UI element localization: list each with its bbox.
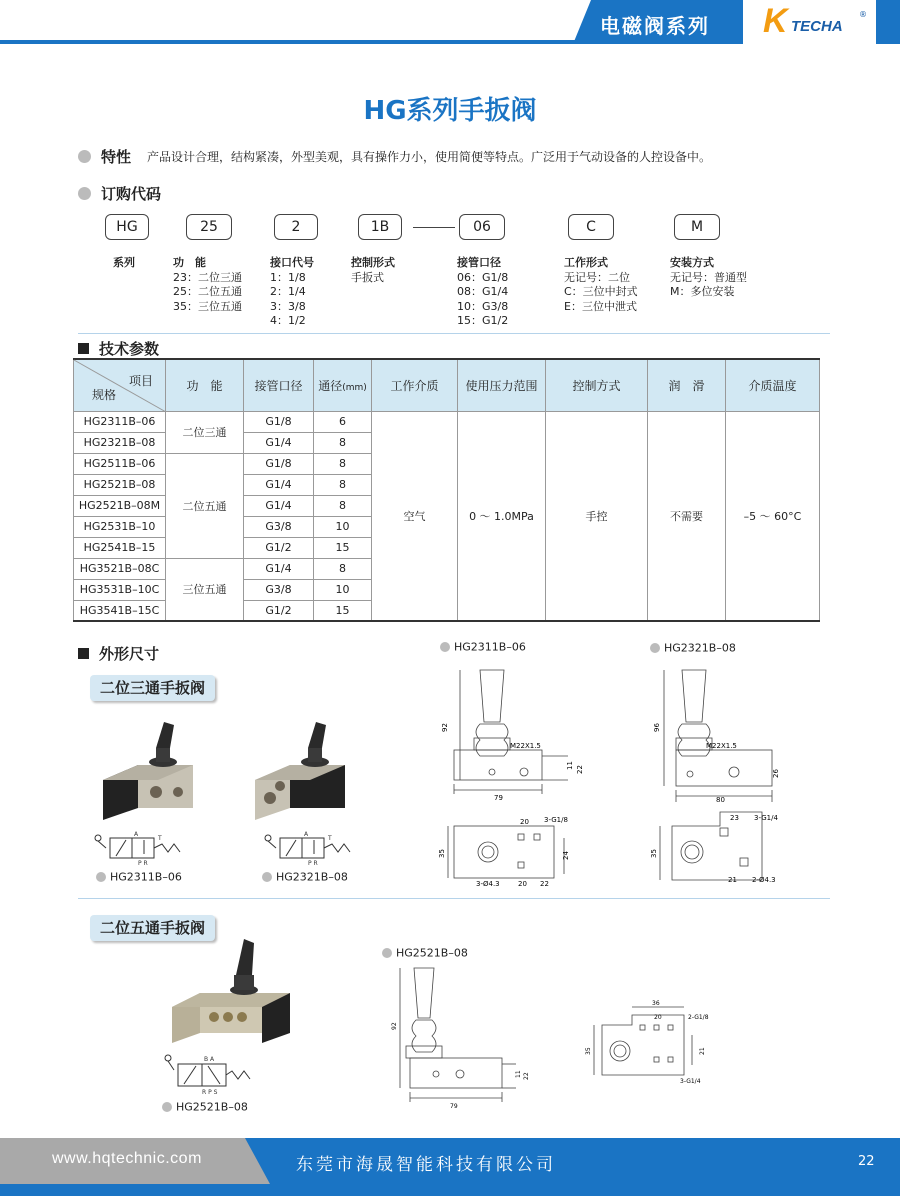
footer-company: 东莞市海晟智能科技有限公司 bbox=[296, 1155, 556, 1175]
svg-text:22: 22 bbox=[523, 1072, 530, 1080]
svg-text:20: 20 bbox=[654, 1014, 662, 1021]
code-desc-mount: 安装方式 无记号：普通型 M：多位安装 bbox=[670, 256, 747, 298]
drawing-2311 bbox=[440, 662, 600, 892]
page-title: HG系列手扳阀 bbox=[363, 96, 537, 126]
valve-photo-2521 bbox=[170, 935, 310, 1045]
bullet-icon bbox=[96, 872, 106, 882]
corner-top-label: 项目 bbox=[128, 374, 153, 388]
valve-symbol-3way-b bbox=[262, 828, 358, 866]
logo-registered: ® bbox=[859, 10, 867, 19]
svg-text:M22X1.5: M22X1.5 bbox=[706, 742, 737, 750]
section-divider bbox=[78, 898, 830, 899]
svg-text:3-G1/4: 3-G1/4 bbox=[754, 814, 778, 822]
svg-text:79: 79 bbox=[494, 794, 503, 802]
header-right-band bbox=[876, 0, 900, 44]
drawing-2521-side bbox=[380, 962, 540, 1112]
valve-symbol-3way-a bbox=[92, 828, 188, 866]
svg-text:22: 22 bbox=[576, 765, 584, 774]
code-box-control: 1B bbox=[358, 214, 402, 240]
caption-drawing-2321: HG2321B–08 bbox=[650, 641, 736, 655]
valve-symbol-5way bbox=[158, 1050, 258, 1096]
bullet-icon bbox=[78, 150, 91, 163]
svg-text:A: A bbox=[304, 831, 309, 838]
drawing-2321 bbox=[650, 662, 810, 892]
features-line bbox=[78, 146, 711, 167]
svg-text:21: 21 bbox=[728, 876, 737, 884]
table-row: HG2311B–06 二位三通 G1/8 6 空气 0 ～ 1.0MPa 手控 不需要 –5 ～ 60°C bbox=[74, 411, 820, 432]
svg-text:M22X1.5: M22X1.5 bbox=[510, 742, 541, 750]
code-desc-control: 控制形式 手扳式 bbox=[351, 256, 395, 284]
svg-text:26: 26 bbox=[772, 769, 780, 778]
svg-text:11: 11 bbox=[566, 761, 574, 770]
square-bullet-icon bbox=[78, 648, 89, 659]
col-pressure: 使用压力范围 bbox=[458, 359, 546, 411]
sub-heading-3way: 二位三通手扳阀 bbox=[90, 675, 215, 701]
col-medium: 工作介质 bbox=[372, 359, 458, 411]
page-number: 22 bbox=[858, 1154, 875, 1169]
function-cell: 三位五通 bbox=[166, 558, 244, 621]
svg-text:R P S: R P S bbox=[202, 1089, 218, 1096]
svg-text:96: 96 bbox=[653, 723, 661, 732]
caption-drawing-2521: HG2521B–08 bbox=[382, 946, 468, 960]
code-box-series: HG bbox=[105, 214, 149, 240]
square-bullet-icon bbox=[78, 343, 89, 354]
col-lubrication: 润 滑 bbox=[648, 359, 726, 411]
svg-text:P R: P R bbox=[308, 860, 318, 867]
function-cell: 二位三通 bbox=[166, 411, 244, 453]
bullet-icon bbox=[78, 187, 91, 200]
order-heading-row bbox=[78, 183, 161, 204]
bullet-icon bbox=[382, 948, 392, 958]
code-desc-series: 系列 bbox=[113, 256, 135, 269]
header-category: 电磁阀系列 bbox=[600, 14, 710, 38]
svg-text:3-G1/8: 3-G1/8 bbox=[544, 816, 568, 824]
svg-text:T: T bbox=[158, 835, 162, 842]
table-corner-cell bbox=[74, 359, 166, 411]
svg-text:3-Ø4.3: 3-Ø4.3 bbox=[476, 880, 500, 888]
dims-heading: 外形尺寸 bbox=[99, 645, 160, 663]
temperature-cell: –5 ～ 60°C bbox=[726, 411, 820, 621]
code-desc-work: 工作形式 无记号：二位 C：三位中封式 E：三位中泄式 bbox=[564, 256, 638, 313]
caption-photo-2521: HG2521B–08 bbox=[162, 1100, 248, 1114]
svg-text:92: 92 bbox=[441, 723, 449, 732]
caption-drawing-2311: HG2311B–06 bbox=[440, 640, 526, 654]
code-desc-size: 接管口径 06：G1/8 08：G1/4 10：G3/8 15：G1/2 bbox=[457, 256, 509, 327]
bullet-icon bbox=[650, 643, 660, 653]
svg-text:22: 22 bbox=[540, 880, 549, 888]
code-dash bbox=[413, 227, 455, 228]
sub-heading-5way: 二位五通手扳阀 bbox=[90, 915, 215, 941]
table-row: HG2511B–06 二位五通 G1/8 8 bbox=[74, 453, 820, 474]
svg-text:A: A bbox=[134, 831, 139, 838]
logo-k: K bbox=[763, 2, 788, 40]
svg-text:79: 79 bbox=[450, 1103, 458, 1110]
table-row: HG2541B–15 G1/2 15 bbox=[74, 537, 820, 558]
code-box-size: 06 bbox=[459, 214, 505, 240]
order-heading: 订购代码 bbox=[101, 185, 162, 203]
corner-bottom-label: 规格 bbox=[92, 387, 117, 402]
spec-heading: 技术参数 bbox=[99, 340, 160, 358]
col-temperature: 介质温度 bbox=[726, 359, 820, 411]
table-row: HG2521B–08M G1/4 8 bbox=[74, 495, 820, 516]
svg-text:B A: B A bbox=[204, 1056, 215, 1063]
svg-text:2-Ø4.3: 2-Ø4.3 bbox=[752, 876, 776, 884]
svg-text:11: 11 bbox=[515, 1070, 522, 1078]
pressure-cell: 0 ～ 1.0MPa bbox=[458, 411, 546, 621]
page-header bbox=[0, 0, 900, 48]
section-divider bbox=[78, 333, 830, 334]
function-cell: 二位五通 bbox=[166, 453, 244, 558]
footer-url[interactable]: www.hqtechnic.com bbox=[52, 1150, 202, 1167]
dims-heading-row bbox=[78, 643, 159, 664]
svg-text:92: 92 bbox=[391, 1022, 398, 1030]
spec-heading-row bbox=[78, 338, 159, 359]
logo-text: TECHA bbox=[791, 18, 843, 35]
valve-photo-2311 bbox=[98, 720, 208, 830]
table-row: HG2321B–08 G1/4 8 bbox=[74, 432, 820, 453]
svg-text:P R: P R bbox=[138, 860, 148, 867]
drawing-2521-top bbox=[580, 995, 740, 1095]
col-port-size: 接管口径 bbox=[244, 359, 314, 411]
svg-text:36: 36 bbox=[652, 1000, 660, 1007]
svg-text:21: 21 bbox=[699, 1047, 706, 1055]
control-cell: 手控 bbox=[546, 411, 648, 621]
caption-photo-2321: HG2321B–08 bbox=[262, 870, 348, 884]
lubrication-cell: 不需要 bbox=[648, 411, 726, 621]
valve-photo-2321 bbox=[250, 720, 360, 830]
code-box-mount: M bbox=[674, 214, 720, 240]
svg-text:35: 35 bbox=[585, 1047, 592, 1055]
table-row: HG2531B–10 G3/8 10 bbox=[74, 516, 820, 537]
code-box-port: 2 bbox=[274, 214, 318, 240]
page-footer bbox=[0, 1138, 900, 1196]
col-function: 功 能 bbox=[166, 359, 244, 411]
svg-text:24: 24 bbox=[562, 851, 570, 860]
table-row: HG3531B–10C G3/8 10 bbox=[74, 579, 820, 600]
features-heading: 特性 bbox=[101, 148, 132, 166]
svg-text:2-G1/8: 2-G1/8 bbox=[688, 1014, 709, 1021]
code-box-function: 25 bbox=[186, 214, 232, 240]
medium-cell: 空气 bbox=[372, 411, 458, 621]
bullet-icon bbox=[262, 872, 272, 882]
svg-text:35: 35 bbox=[650, 849, 658, 858]
code-box-work: C bbox=[568, 214, 614, 240]
spec-table bbox=[73, 358, 820, 622]
svg-text:20: 20 bbox=[518, 880, 527, 888]
bullet-icon bbox=[440, 642, 450, 652]
col-bore: 通径(mm) bbox=[314, 359, 372, 411]
caption-photo-2311: HG2311B–06 bbox=[96, 870, 182, 884]
svg-text:35: 35 bbox=[438, 849, 446, 858]
table-row: HG3541B–15C G1/2 15 bbox=[74, 600, 820, 621]
bullet-icon bbox=[162, 1102, 172, 1112]
svg-text:T: T bbox=[328, 835, 332, 842]
svg-text:20: 20 bbox=[520, 818, 529, 826]
features-text: 产品设计合理，结构紧凑，外型美观，具有操作力小，使用简便等特点。广泛用于气动设备的人控设备中。 bbox=[147, 150, 712, 164]
svg-text:23: 23 bbox=[730, 814, 739, 822]
svg-text:80: 80 bbox=[716, 796, 725, 804]
svg-text:3-G1/4: 3-G1/4 bbox=[680, 1078, 701, 1085]
table-row: HG2521B–08 G1/4 8 bbox=[74, 474, 820, 495]
col-control: 控制方式 bbox=[546, 359, 648, 411]
table-row: HG3521B–08C 三位五通 G1/4 8 bbox=[74, 558, 820, 579]
code-desc-function: 功 能 23：二位三通 25：二位五通 35：三位五通 bbox=[173, 256, 242, 313]
brand-logo bbox=[743, 0, 876, 44]
code-desc-port: 接口代号 1：1/8 2：1/4 3：3/8 4：1/2 bbox=[270, 256, 314, 327]
